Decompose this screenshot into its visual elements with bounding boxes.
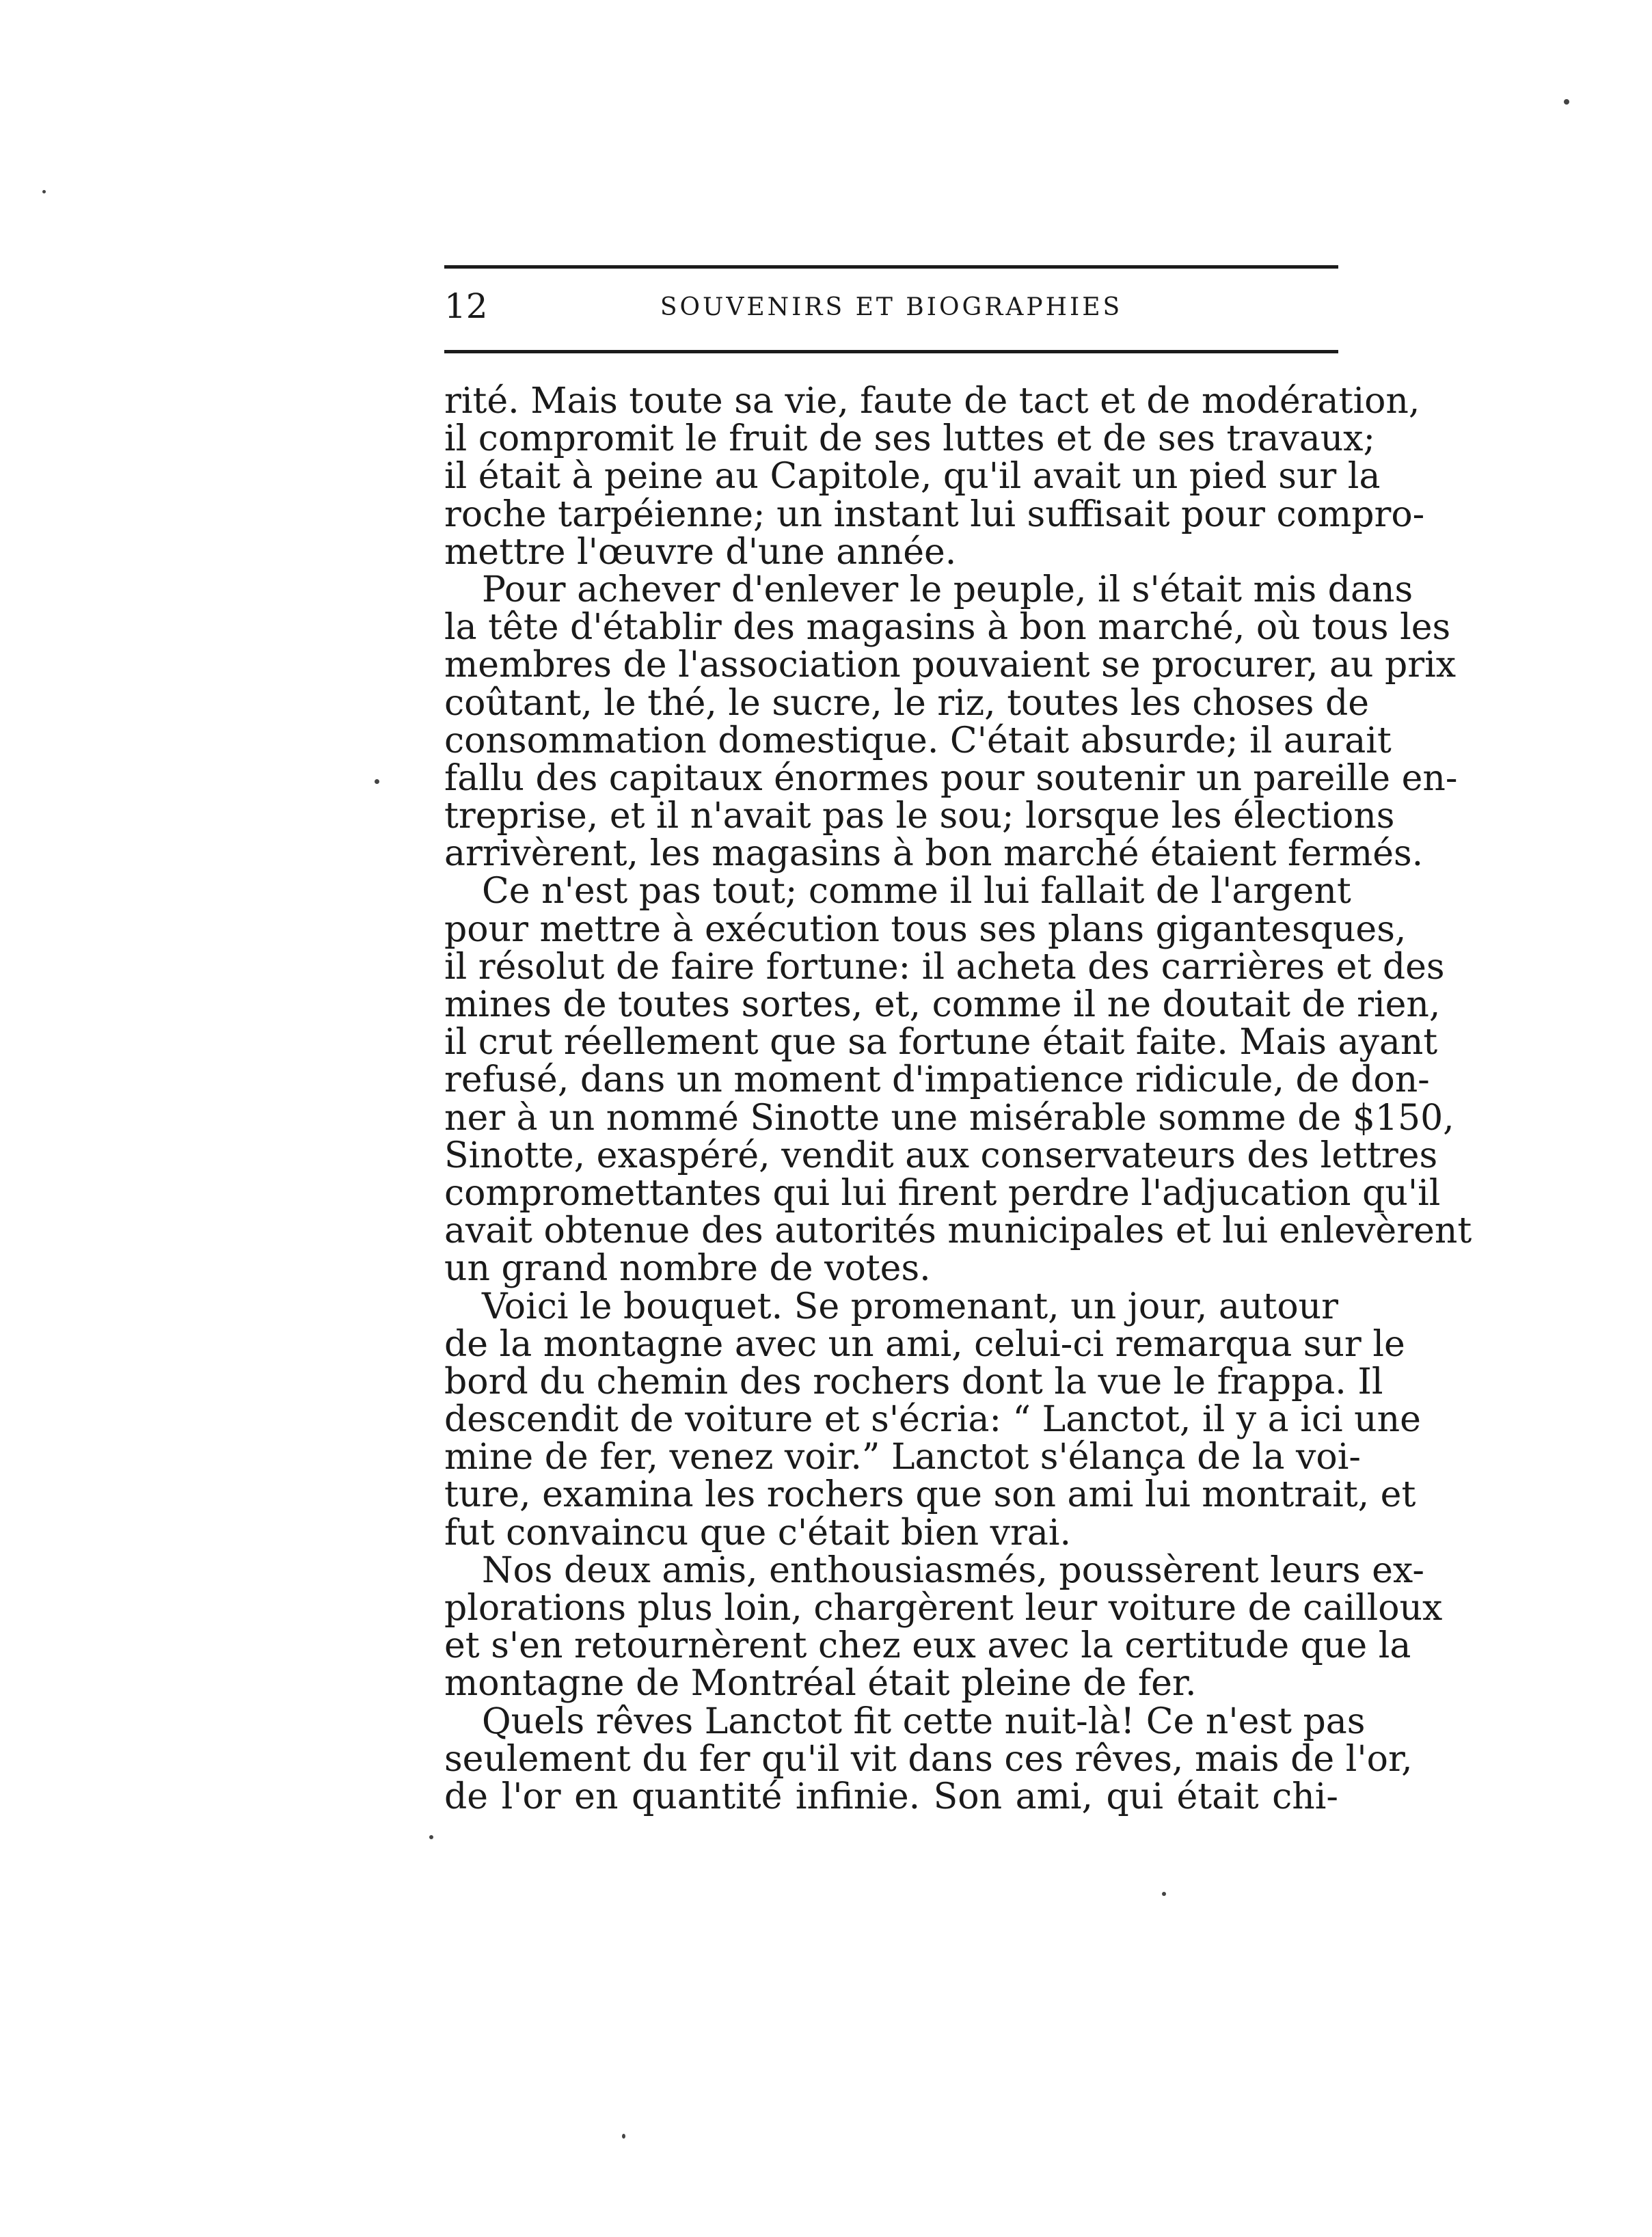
text-line: de l'or en quantité infinie. Son ami, qui était chi- (444, 1776, 1338, 1817)
text-line: rité. Mais toute sa vie, faute de tact et de modération, (444, 381, 1420, 422)
text-line: ture, examina les rochers que son ami lui montrait, et (444, 1474, 1416, 1516)
paragraph-first-line: Voici le bouquet. Se promenant, un jour, autour (482, 1286, 1338, 1327)
scan-speck (375, 779, 379, 784)
paragraph-first-line: Quels rêves Lanctot fit cette nuit-là! Ce n'est pas (482, 1700, 1366, 1742)
text-line: consommation domestique. C'était absurde; il aurait (444, 720, 1392, 761)
scan-speck (1162, 1892, 1166, 1896)
paragraph-first-line: Nos deux amis, enthousiasmés, poussèrent leurs ex- (482, 1549, 1424, 1591)
header-bottom-rule (444, 350, 1338, 353)
running-header (444, 286, 1338, 327)
running-title: SOUVENIRS ET BIOGRAPHIES (660, 293, 1123, 321)
text-line: mettre l'œuvre d'une année. (444, 531, 957, 573)
text-line: avait obtenue des autorités municipales et lui enlevèrent (444, 1210, 1472, 1252)
text-line: coûtant, le thé, le sucre, le riz, toutes les choses de (444, 682, 1370, 724)
text-line: roche tarpéienne; un instant lui suffisait pour compro- (444, 493, 1425, 535)
text-line: descendit de voiture et s'écria: “ Lanctot, il y a ici une (444, 1399, 1421, 1441)
header-top-rule (444, 265, 1338, 269)
text-line: pour mettre à exécution tous ses plans gigantesques, (444, 908, 1407, 950)
text-line: fallu des capitaux énormes pour soutenir un pareille en- (444, 757, 1458, 799)
scan-speck (1564, 99, 1569, 105)
text-line: compromettantes qui lui firent perdre l'adjucation qu'il (444, 1172, 1441, 1214)
text-line: un grand nombre de votes. (444, 1248, 931, 1290)
text-line: mines de toutes sortes, et, comme il ne doutait de rien, (444, 984, 1441, 1025)
scan-speck (42, 190, 46, 193)
scan-speck (622, 2134, 625, 2139)
text-line: ner à un nommé Sinotte une misérable somme de $150, (444, 1097, 1454, 1139)
text-line: montagne de Montréal était pleine de fer. (444, 1663, 1197, 1705)
text-line: il était à peine au Capitole, qu'il avait un pied sur la (444, 456, 1381, 498)
text-line: seulement du fer qu'il vit dans ces rêves, mais de l'or, (444, 1738, 1413, 1780)
text-line: plorations plus loin, chargèrent leur voiture de cailloux (444, 1588, 1443, 1629)
text-line: fut convaincu que c'était bien vrai. (444, 1512, 1072, 1554)
text-line: il crut réellement que sa fortune était faite. Mais ayant (444, 1022, 1438, 1063)
text-line: de la montagne avec un ami, celui-ci remarqua sur le (444, 1323, 1405, 1365)
text-line: mine de fer, venez voir.” Lanctot s'élança de la voi- (444, 1437, 1361, 1478)
text-line: Sinotte, exaspéré, vendit aux conservateurs des lettres (444, 1135, 1438, 1176)
text-line: il compromit le fruit de ses luttes et de ses travaux; (444, 418, 1376, 460)
text-line: il résolut de faire fortune: il acheta des carrières et des (444, 946, 1445, 988)
paragraph-first-line: Ce n'est pas tout; comme il lui fallait de l'argent (482, 871, 1351, 912)
text-line: la tête d'établir des magasins à bon marché, où tous les (444, 607, 1451, 649)
text-line: membres de l'association pouvaient se procurer, au prix (444, 645, 1457, 686)
paragraph-first-line: Pour achever d'enlever le peuple, il s'était mis dans (482, 569, 1413, 610)
body-text (444, 381, 1472, 1817)
page-number: 12 (444, 286, 488, 326)
text-line: arrivèrent, les magasins à bon marché étaient fermés. (444, 833, 1424, 875)
text-line: et s'en retournèrent chez eux avec la certitude que la (444, 1625, 1411, 1667)
text-line: treprise, et il n'avait pas le sou; lorsque les élections (444, 796, 1395, 837)
text-line: bord du chemin des rochers dont la vue le frappa. Il (444, 1361, 1383, 1402)
text-line: refusé, dans un moment d'impatience ridicule, de don- (444, 1059, 1430, 1101)
scan-speck (429, 1835, 433, 1839)
